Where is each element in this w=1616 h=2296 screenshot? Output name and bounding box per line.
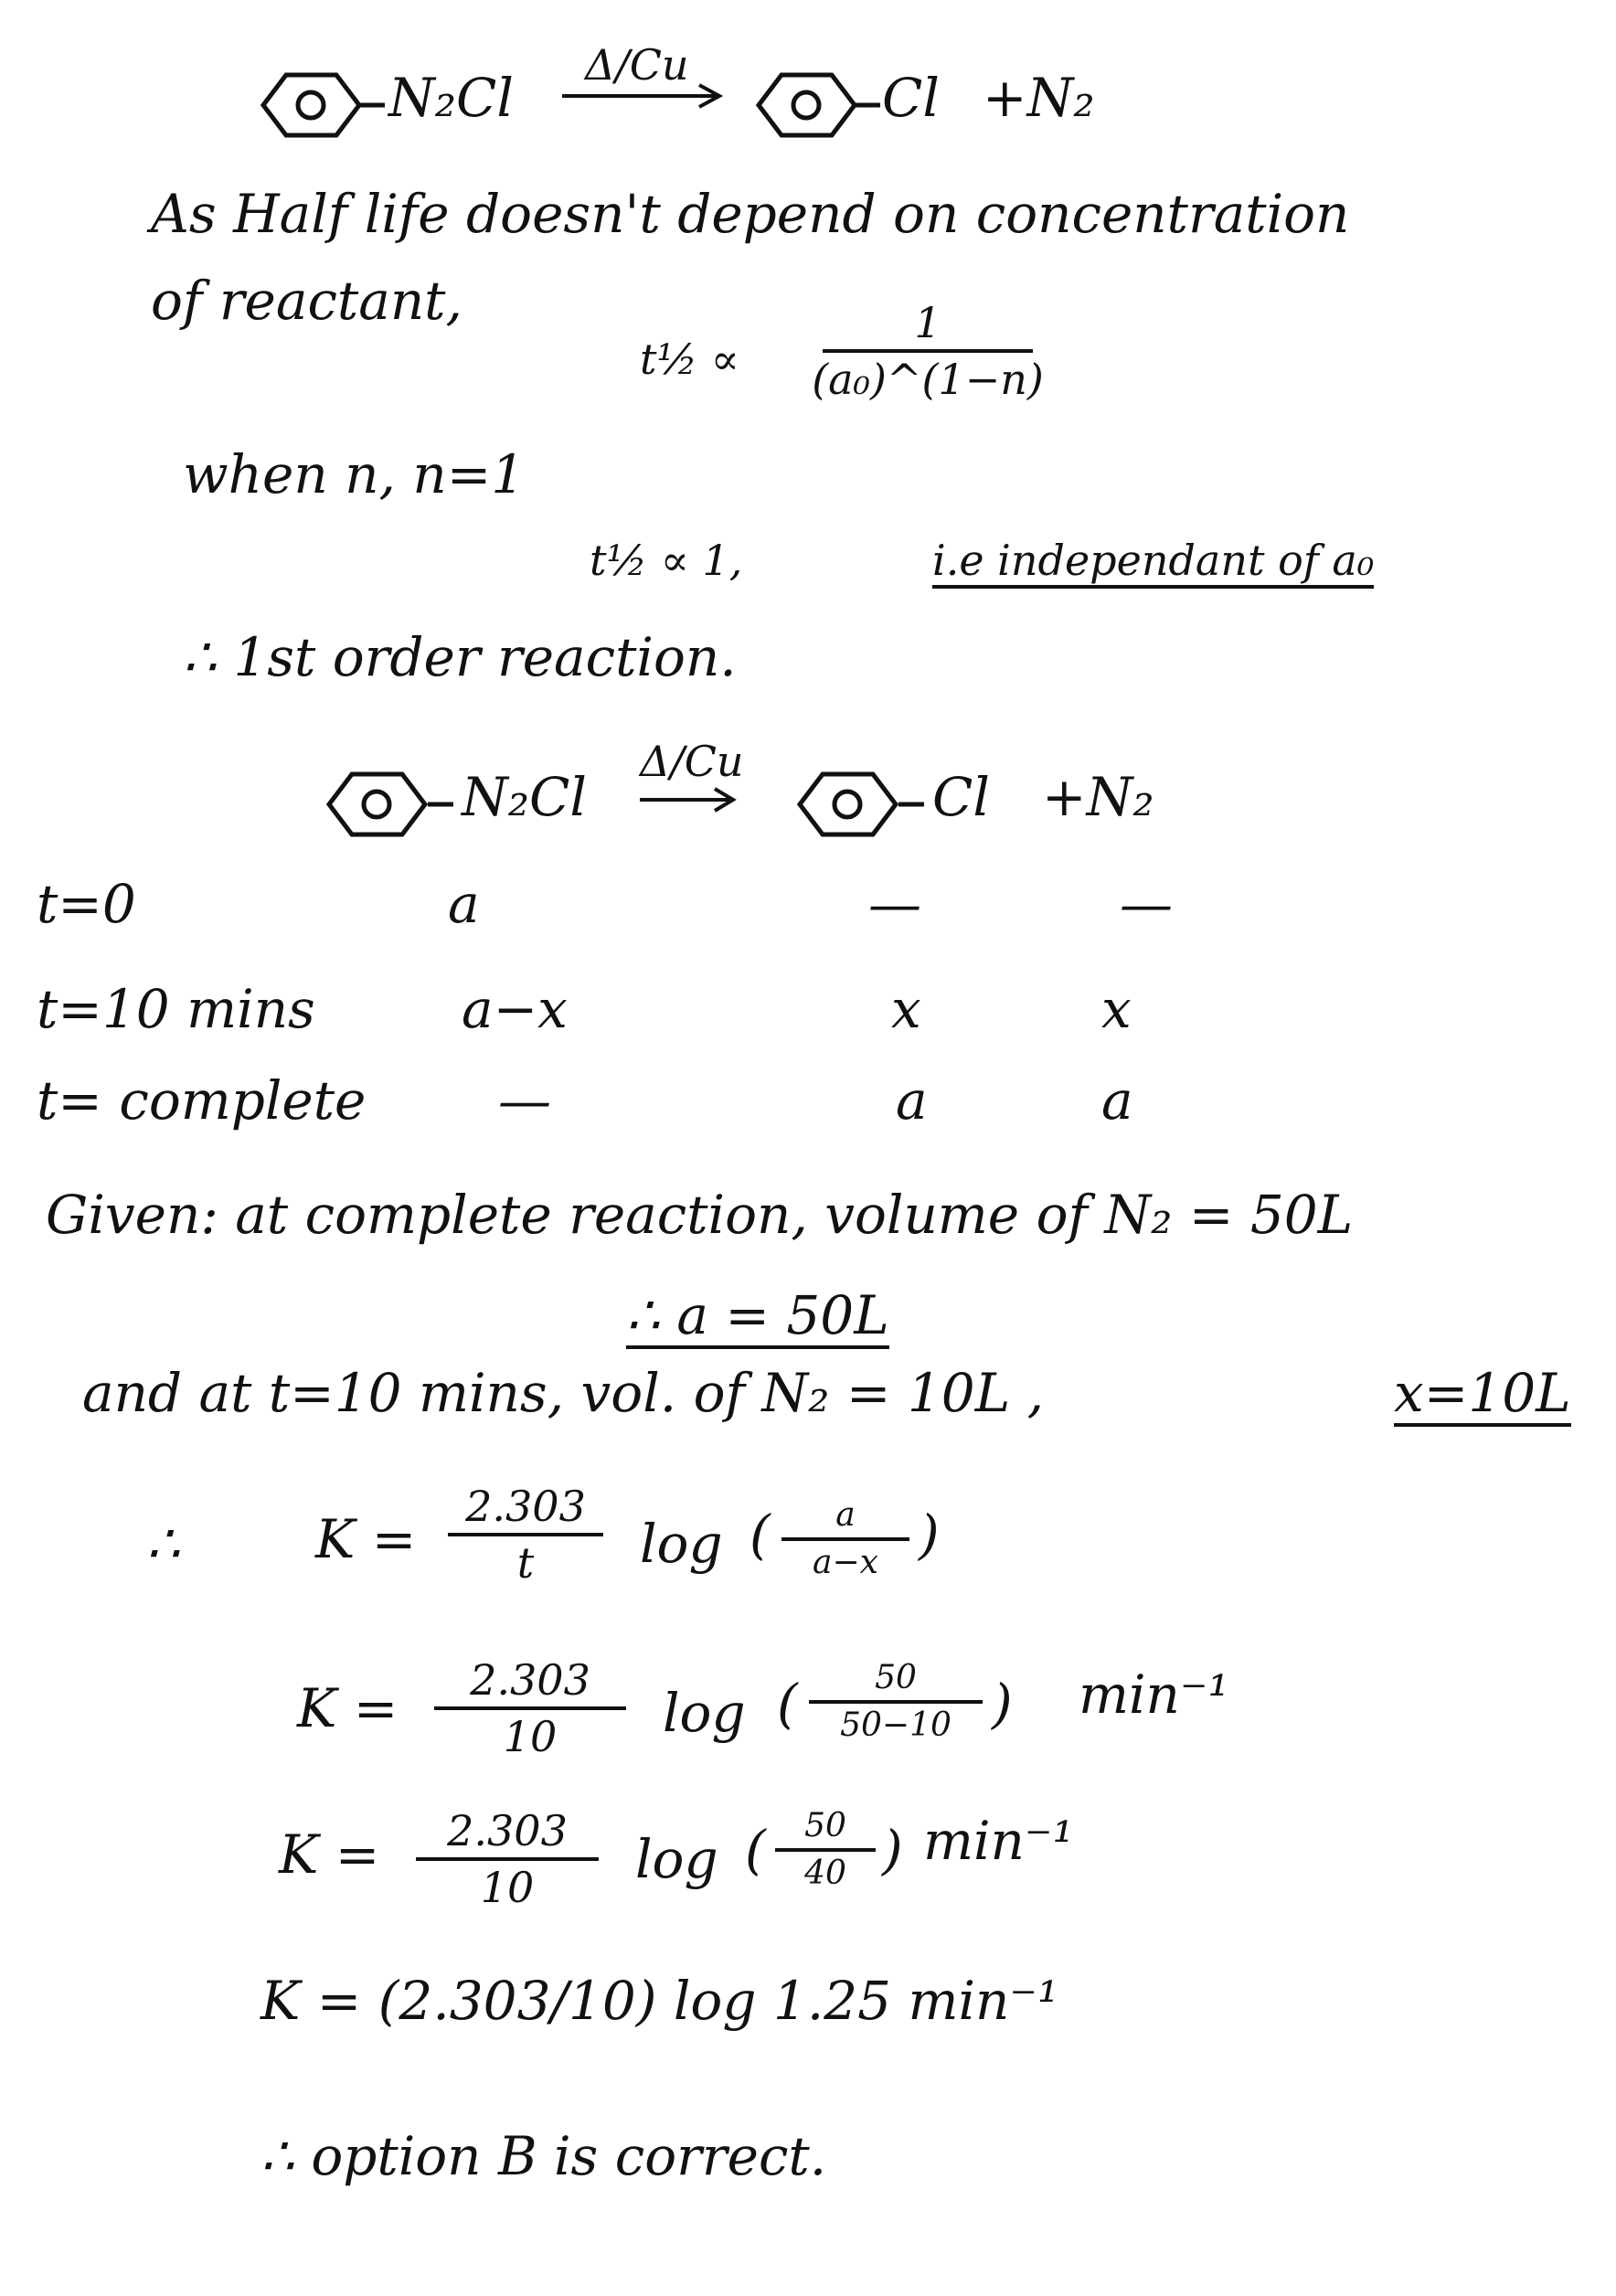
bond-line xyxy=(428,800,455,809)
table-cell-reactant: a xyxy=(448,873,480,935)
benzene-ring-icon xyxy=(781,763,909,845)
benzene-ring-icon xyxy=(245,64,373,146)
reasoning-line-3: when n, n=1 xyxy=(183,443,526,505)
reaction-conditions: Δ/Cu xyxy=(640,737,744,786)
fraction-denominator: (a₀)^(1−n) xyxy=(812,355,1044,404)
equation-lhs: K = xyxy=(315,1508,417,1570)
table-cell-product: x xyxy=(891,978,921,1040)
reasoning-line-1: As Half life doesn't depend on concentration xyxy=(151,183,1350,245)
table-cell-product: — xyxy=(868,873,921,935)
fraction-numerator: 1 xyxy=(914,298,941,347)
table-cell-n2: x xyxy=(1101,978,1132,1040)
argument-numerator: 50 xyxy=(804,1807,846,1844)
given-line-2: ∴ a = 50L xyxy=(626,1289,889,1349)
benzene-ring-icon xyxy=(740,64,868,146)
table-cell-reactant: — xyxy=(498,1069,551,1132)
table-row-label: t=0 xyxy=(37,873,136,935)
reactant-substituent: N₂Cl xyxy=(388,67,514,129)
proportional-lhs: t½ ∝ xyxy=(640,335,739,384)
argument-numerator: 50 xyxy=(875,1659,917,1696)
byproduct: +N₂ xyxy=(1042,766,1154,828)
given-x-value: x=10L xyxy=(1394,1366,1571,1427)
table-cell-n2: — xyxy=(1120,873,1173,935)
log-argument xyxy=(781,1496,909,1581)
benzene-ring-icon xyxy=(311,763,439,845)
inverse-fraction xyxy=(812,298,1044,404)
open-paren: ( xyxy=(745,1819,766,1881)
bond-line xyxy=(855,101,882,110)
coefficient-denominator: t xyxy=(516,1538,535,1588)
coefficient-denominator: 10 xyxy=(480,1863,535,1912)
log-argument xyxy=(809,1659,983,1744)
table-cell-reactant: a−x xyxy=(462,978,568,1040)
log-function: log xyxy=(663,1682,746,1744)
equation-lhs: K = xyxy=(297,1677,399,1739)
bond-line xyxy=(898,800,926,809)
product-substituent: Cl xyxy=(882,67,940,129)
log-function: log xyxy=(635,1828,718,1890)
coefficient-numerator: 2.303 xyxy=(465,1482,586,1531)
table-row-label: t=10 mins xyxy=(37,978,315,1040)
table-row-label: t= complete xyxy=(37,1069,367,1132)
close-paren: ) xyxy=(992,1673,1013,1735)
rate-coefficient xyxy=(448,1482,603,1588)
reactant-substituent: N₂Cl xyxy=(462,766,587,828)
reaction-conditions: Δ/Cu xyxy=(585,40,689,90)
argument-denominator: 50−10 xyxy=(840,1706,952,1744)
reasoning-line-2: of reactant, xyxy=(151,270,462,332)
argument-denominator: a−x xyxy=(813,1544,878,1581)
coefficient-denominator: 10 xyxy=(503,1712,558,1761)
bond-line xyxy=(359,101,387,110)
table-cell-product: a xyxy=(896,1069,928,1132)
coefficient-numerator: 2.303 xyxy=(470,1655,590,1705)
rate-unit: min⁻¹ xyxy=(1079,1664,1229,1726)
log-function: log xyxy=(640,1513,723,1575)
half-life-constant: t½ ∝ 1, xyxy=(590,536,743,585)
reaction-arrow-icon xyxy=(562,82,727,110)
rate-coefficient xyxy=(434,1655,626,1761)
rate-unit: min⁻¹ xyxy=(923,1810,1074,1872)
equation-prefix: ∴ xyxy=(146,1513,180,1575)
rate-coefficient xyxy=(416,1806,599,1912)
reaction-arrow-icon xyxy=(640,786,740,813)
independence-note: i.e independant of a₀ xyxy=(932,539,1374,589)
close-paren: ) xyxy=(882,1819,903,1881)
given-line-1: Given: at complete reaction, volume of N₂ = 50L xyxy=(46,1184,1354,1246)
open-paren: ( xyxy=(777,1673,798,1735)
table-cell-n2: a xyxy=(1101,1069,1133,1132)
log-argument xyxy=(775,1807,876,1892)
close-paren: ) xyxy=(919,1504,940,1566)
final-equation: K = (2.303/10) log 1.25 min⁻¹ xyxy=(260,1970,1059,2032)
coefficient-numerator: 2.303 xyxy=(447,1806,568,1855)
argument-denominator: 40 xyxy=(804,1855,846,1892)
given-line-3: and at t=10 mins, vol. of N₂ = 10L , xyxy=(82,1362,1045,1424)
conclusion: ∴ option B is correct. xyxy=(260,2125,827,2187)
order-conclusion: ∴ 1st order reaction. xyxy=(183,626,737,688)
argument-numerator: a xyxy=(835,1496,856,1534)
open-paren: ( xyxy=(750,1504,771,1566)
byproduct: +N₂ xyxy=(983,67,1095,129)
product-substituent: Cl xyxy=(932,766,990,828)
equation-lhs: K = xyxy=(279,1823,380,1886)
